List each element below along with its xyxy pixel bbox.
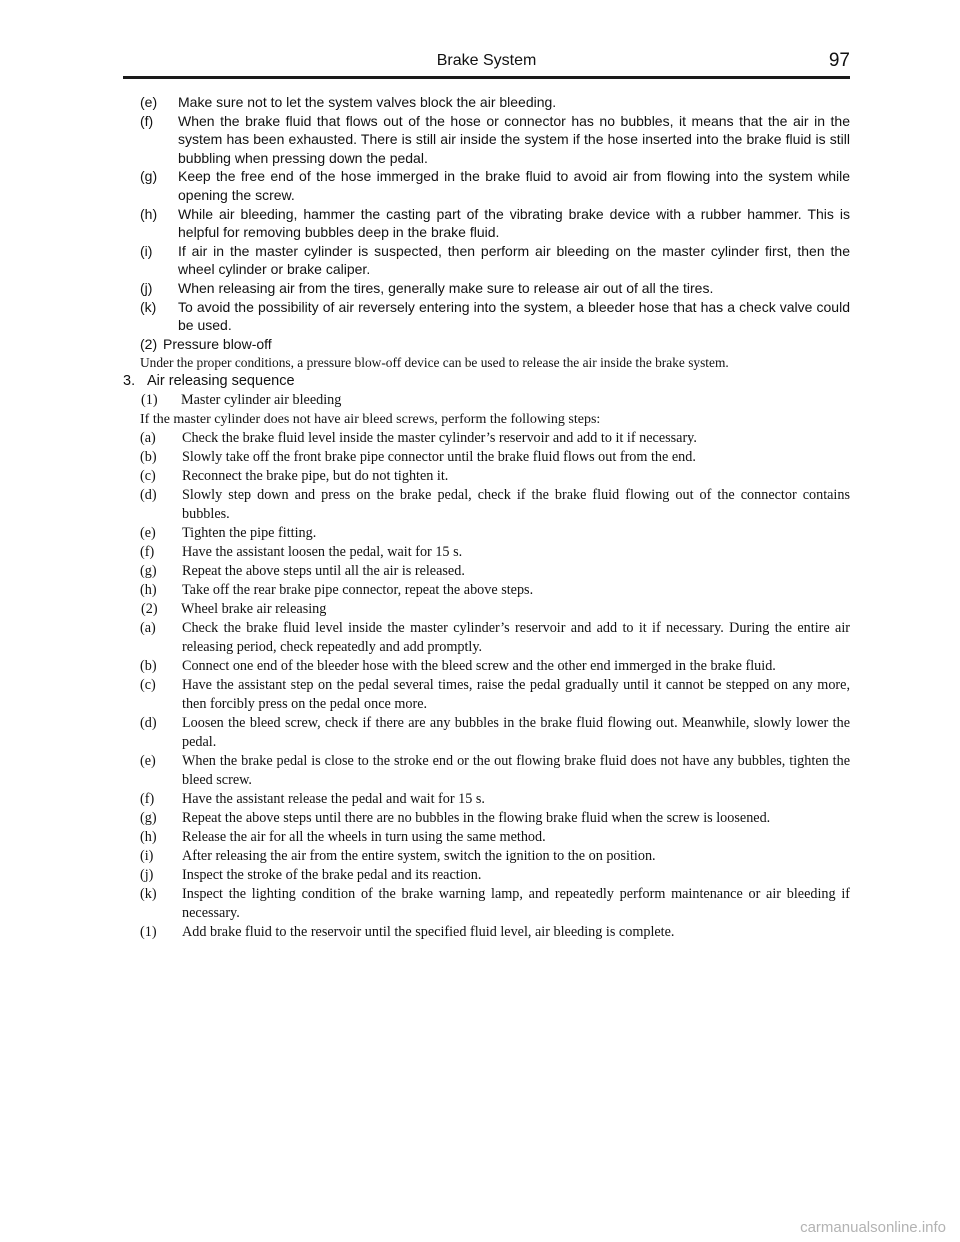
master-cylinder-intro: If the master cylinder does not have air bleed screws, perform the following steps: — [140, 412, 601, 428]
pressure-blow-off-paragraph: Under the proper conditions, a pressure blow-off device can be used to release the air inside the brake system. — [140, 355, 729, 371]
list-item: (d) Loosen the bleed screw, check if there are any bubbles in the brake fluid flowing out. Meanwhile, slowly lower the pedal. — [140, 715, 850, 751]
list-item: (f) Have the assistant loosen the pedal, wait for 15 s. — [140, 544, 463, 561]
list-item: (d) Slowly step down and press on the brake pedal, check if the brake fluid flowing out of the connector contains bubbles. — [140, 487, 850, 523]
list-item: (f) Have the assistant release the pedal and wait for 15 s. — [140, 791, 485, 808]
list-item: (j) When releasing air from the tires, generally make sure to release air out of all the tires. — [140, 279, 714, 296]
list-item: (e) When the brake pedal is close to the stroke end or the out flowing brake fluid does not have any bubbles, tighten the bleed screw. — [140, 753, 850, 789]
list-item: (b) Slowly take off the front brake pipe connector until the brake fluid flows out from the end. — [140, 449, 696, 466]
list-item: (f) When the brake fluid that flows out of the hose or connector has no bubbles, it means that the air in the system has been exhausted. There is still air inside the system if the hose inserted into the brake fluid is still bubbling when pressing down the pedal. — [140, 112, 850, 166]
list-item: (h) Take off the rear brake pipe connector, repeat the above steps. — [140, 582, 534, 599]
list-item: (h) While air bleeding, hammer the casting part of the vibrating brake device with a rubber hammer. This is helpful for removing bubbles deep in the brake fluid. — [140, 205, 850, 241]
list-item: (c) Reconnect the brake pipe, but do not tighten it. — [140, 468, 449, 485]
wheel-brake-steps — [123, 619, 850, 942]
list-item: (b) Connect one end of the bleeder hose with the bleed screw and the other end immerged in the brake fluid. — [140, 658, 776, 675]
list-item: (e) Make sure not to let the system valves block the air bleeding. — [140, 94, 557, 110]
watermark: carmanualsonline.info — [800, 1219, 946, 1236]
list-item: (a) Check the brake fluid level inside the master cylinder’s reservoir and add to it if necessary. — [140, 430, 697, 447]
list-item: (i) After releasing the air from the entire system, switch the ignition to the on position. — [140, 848, 656, 865]
list-item: (g) Repeat the above steps until all the air is released. — [140, 563, 465, 580]
wheel-brake-heading: (2) Wheel brake air releasing — [141, 601, 327, 618]
list-item: (h) Release the air for all the wheels in turn using the same method. — [140, 829, 546, 846]
list-item: (e) Tighten the pipe fitting. — [140, 525, 317, 542]
bleeding-notes-list — [123, 93, 850, 335]
page-header — [123, 50, 850, 79]
page-number: 97 — [828, 50, 850, 71]
list-item: (a) Check the brake fluid level inside the master cylinder’s reservoir and add to it if necessary. During the entire air releasing period, check repeatedly and add promptly. — [140, 620, 850, 656]
page-content — [123, 93, 850, 942]
master-cylinder-heading: (1) Master cylinder air bleeding — [141, 392, 342, 409]
list-item: (k) To avoid the possibility of air reversely entering into the system, a bleeder hose that has a check valve could be used. — [140, 298, 850, 334]
list-item: (c) Have the assistant step on the pedal several times, raise the pedal gradually until it cannot be stepped on any more, then forcibly press on the pedal once more. — [140, 677, 850, 713]
pressure-blow-off-heading: (2) Pressure blow-off — [140, 335, 272, 352]
list-item: (j) Inspect the stroke of the brake pedal and its reaction. — [140, 867, 482, 884]
list-item: (1) Add brake fluid to the reservoir until the specified fluid level, air bleeding is complete. — [140, 924, 675, 941]
list-item: (g) Keep the free end of the hose immerged in the brake fluid to avoid air from flowing into the system while opening the screw. — [140, 168, 850, 203]
page-title: Brake System — [436, 52, 537, 69]
list-item: (i) If air in the master cylinder is suspected, then perform air bleeding on the master cylinder first, then the wheel cylinder or brake caliper. — [140, 242, 850, 278]
section-heading: 3. Air releasing sequence — [123, 373, 295, 390]
list-item: (g) Repeat the above steps until there are no bubbles in the flowing brake fluid when the screw is loosened. — [140, 810, 771, 827]
list-item: (k) Inspect the lighting condition of the brake warning lamp, and repeatedly perform maintenance or air bleeding if necessary. — [140, 886, 850, 922]
master-cylinder-steps — [123, 429, 850, 600]
